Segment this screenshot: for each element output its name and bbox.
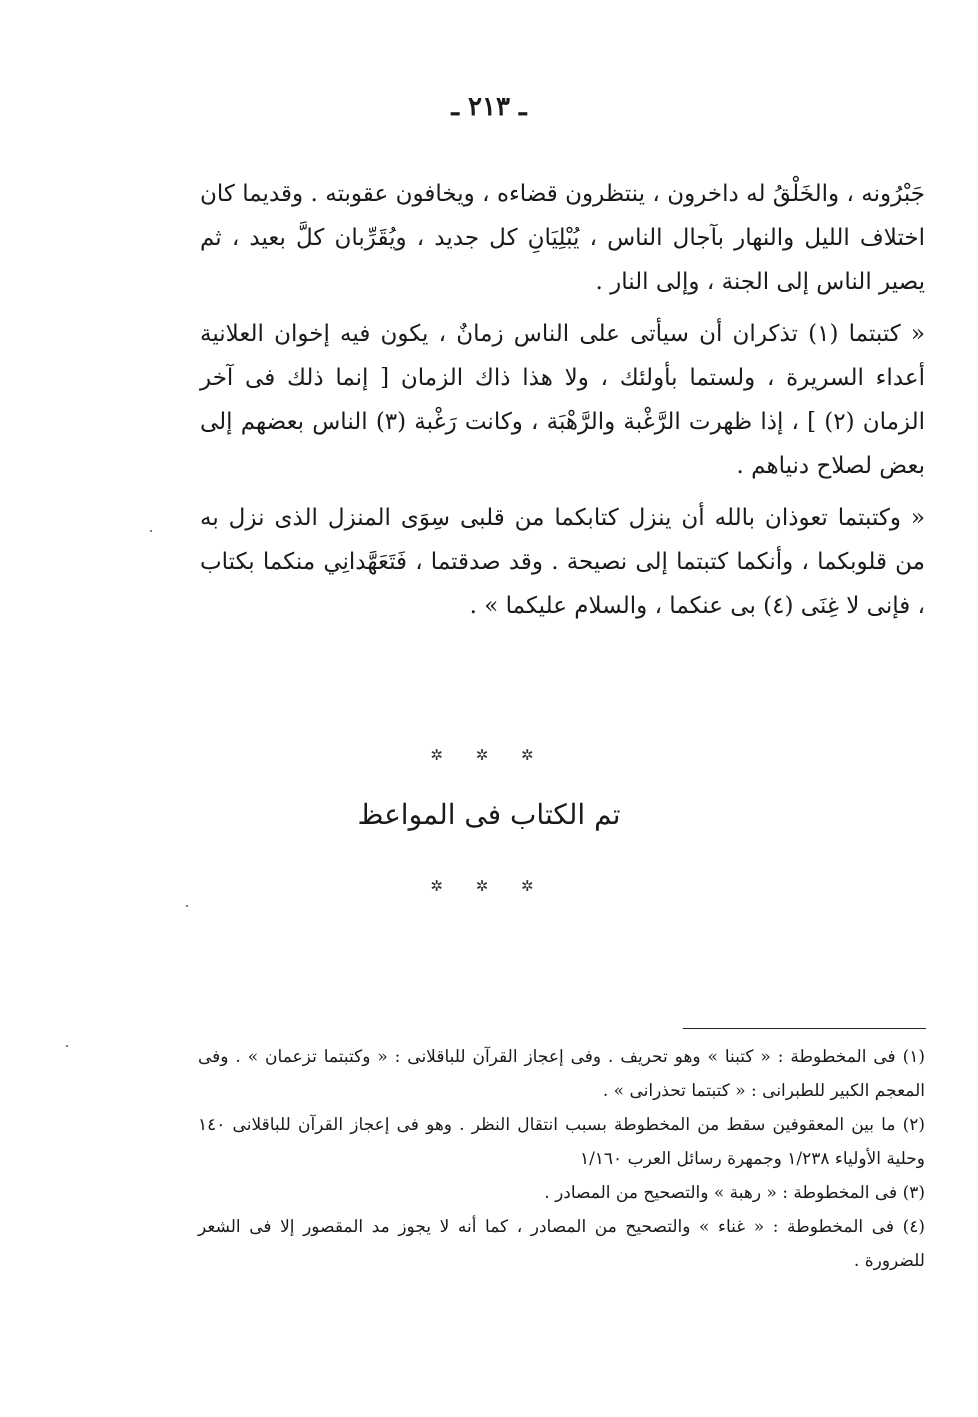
page-number: ـ ٢١٣ ـ [451,92,527,122]
footnote-divider [683,1028,926,1029]
footnote-1: (١) فى المخطوطة : « كتبنا » وهو تحريف . وفى إعجاز القرآن للباقلانى : « وكتبتما تزعمان » . وفى المعجم الكبير للطبرانى : « كتبتما تحذرانى » . [198,1047,925,1101]
scan-speck [66,1045,68,1047]
paragraph-1: جَبْرُونه ، والخَلْقُ له داخرون ، ينتظرون قضاءه ، ويخافون عقوبته . وقديما كان اختلاف الليل والنهار بآجال الناس ، يُبْلِيَانِ كل جديد ، ويُقَرِّبان كلَّ بعيد ، ثم يصير الناس إلى الجنة ، وإلى النار . [200,181,926,295]
footnotes [198,1040,925,1278]
main-text [200,172,925,636]
scan-speck [150,530,152,532]
colophon-heading: تم الكتاب فى المواعظ [357,798,621,831]
scan-speck [186,905,188,907]
footnote-4: (٤) فى المخطوطة : « غناء » والتصحيح من المصادر ، كما أنه لا يجوز مد المقصور إلا فى الشعر للضرورة . [198,1217,925,1271]
footnote-2: (٢) ما بين المعقوفين سقط من المخطوطة بسبب انتقال النظر . وهو فى إعجاز القرآن للباقلانى ١٤٠ وحلية الأولياء ١/٢٣٨ وجمهرة رسائل العرب ١/١٦٠ [198,1115,925,1169]
ornament-asterisks-top: ✲ ✲ ✲ [430,746,548,764]
paragraph-3: « وكتبتما تعوذان بالله أن ينزل كتابكما من قلبى سِوَى المنزل الذى نزل به من قلوبكما ، وأنكما كتبتما إلى نصيحة . وقد صدقتما ، فَتَعَهَّدانِي منكما بكتاب ، فإنى لا غِنَى (٤) بى عنكما ، والسلام عليكما » . [200,505,925,619]
ornament-asterisks-bottom: ✲ ✲ ✲ [430,877,548,895]
footnote-3: (٣) فى المخطوطة : « رهبة » والتصحيح من المصادر . [544,1183,925,1203]
paragraph-2: « كتبتما (١) تذكران أن سيأتى على الناس زمانٌ ، يكون فيه إخوان العلانية أعداء السريرة ، ولستما بأولئك ، ولا هذا ذاك الزمان [ إنما ذلك فى آخر الزمان (٢) ] ، إذا ظهرت الرَّغْبة والرَّهْبَة ، وكانت رَغْبة (٣) الناس بعضهم إلى بعض لصلاح دنياهم . [200,321,926,479]
